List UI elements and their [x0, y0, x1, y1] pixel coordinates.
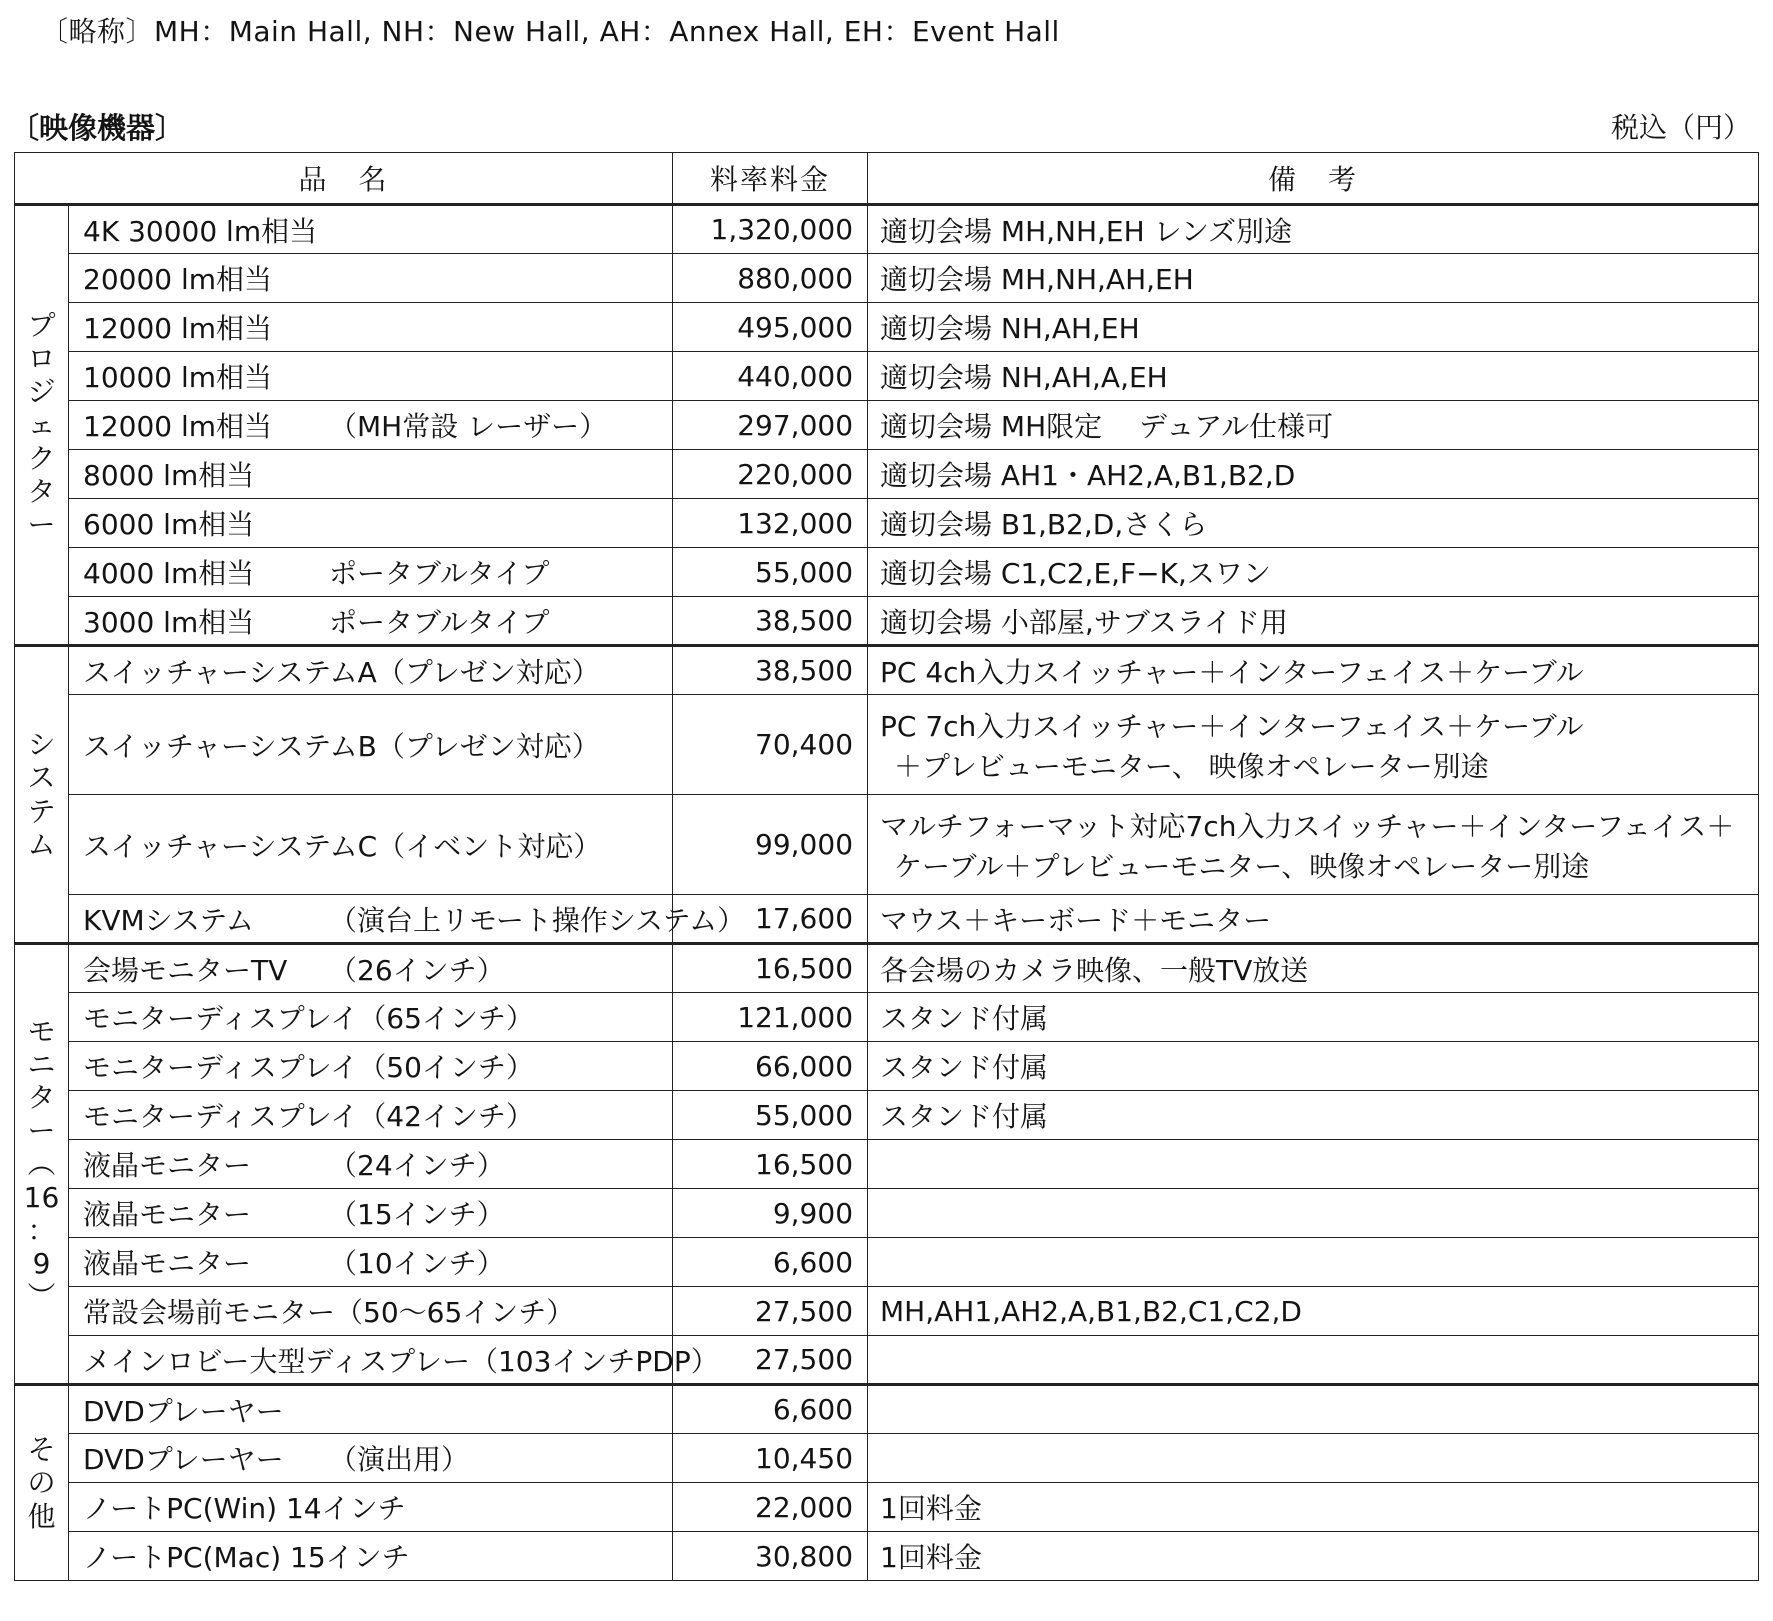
price-cell: 6,600 — [673, 1385, 868, 1434]
table-row — [15, 895, 1759, 944]
table-row — [15, 1189, 1759, 1238]
section-title: 〔映像機器〕 — [10, 111, 185, 145]
item-name: ノートPC(Mac) 15インチ — [83, 1541, 410, 1574]
category-char: の — [27, 1466, 56, 1500]
note-cell — [868, 401, 1759, 450]
item-name: 8000 lm相当 — [83, 459, 255, 492]
note-line: ケーブル＋プレビューモニター、映像オペレーター別途 — [894, 849, 1590, 883]
table-row — [15, 993, 1759, 1042]
item-spec: （65インチ） — [358, 1002, 534, 1035]
item-name: 常設会場前モニター — [83, 1296, 336, 1329]
category-char: 他 — [27, 1499, 56, 1533]
item-name: スイッチャーシステムB — [83, 729, 377, 763]
item-name-cell — [69, 548, 673, 597]
item-name: 4000 lm相当 — [83, 557, 255, 590]
item-name: 20000 lm相当 — [83, 263, 273, 296]
note-cell — [868, 646, 1759, 695]
item-name: 10000 lm相当 — [83, 361, 273, 394]
table-header-row — [15, 153, 1759, 205]
table-row — [15, 1238, 1759, 1287]
table-row — [15, 548, 1759, 597]
category-cell — [15, 944, 69, 1385]
category-char: ロ — [27, 342, 56, 376]
note-line: 適切会場 C1,C2,E,F−K,スワン — [880, 557, 1271, 590]
price-table — [14, 152, 1759, 1581]
item-spec: ポータブルタイプ — [329, 557, 550, 590]
item-name: メインロビー大型ディスプレー — [83, 1344, 470, 1378]
item-name-cell — [69, 944, 673, 993]
category-char: モ — [27, 1015, 56, 1049]
item-name-cell — [69, 499, 673, 548]
price-cell: 132,000 — [673, 499, 868, 548]
table-row — [15, 1532, 1759, 1581]
price-cell: 66,000 — [673, 1042, 868, 1091]
category-char: 16 — [23, 1180, 60, 1214]
note-line: 適切会場 MH,NH,EH レンズ別途 — [880, 214, 1293, 248]
note-cell — [868, 205, 1759, 254]
price-cell: 27,500 — [673, 1287, 868, 1336]
category-char: ︶ — [27, 1279, 56, 1313]
note-cell — [868, 895, 1759, 944]
item-spec: ポータブルタイプ — [329, 605, 550, 639]
category-char: ク — [27, 441, 56, 475]
table-row — [15, 1385, 1759, 1434]
note-cell — [868, 1483, 1759, 1532]
category-char: タ — [27, 474, 56, 508]
price-cell: 70,400 — [673, 695, 868, 795]
item-spec: （24インチ） — [329, 1149, 505, 1182]
item-name-cell — [69, 1532, 673, 1581]
table-row — [15, 1483, 1759, 1532]
note-line: 適切会場 MH,NH,AH,EH — [880, 263, 1194, 296]
price-cell: 9,900 — [673, 1189, 868, 1238]
note-cell — [868, 1336, 1759, 1385]
item-name: スイッチャーシステムC — [83, 829, 378, 863]
item-spec: （演出用） — [329, 1443, 470, 1476]
price-cell: 27,500 — [673, 1336, 868, 1385]
note-cell — [868, 795, 1759, 895]
note-line: 適切会場 MH限定 デュアル仕様可 — [880, 410, 1334, 443]
item-name-cell — [69, 1483, 673, 1532]
price-cell: 297,000 — [673, 401, 868, 450]
note-line: PC 7ch入力スイッチャー＋インターフェイス＋ケーブル — [880, 709, 1584, 743]
table-row — [15, 944, 1759, 993]
price-cell: 6,600 — [673, 1238, 868, 1287]
price-cell: 16,500 — [673, 944, 868, 993]
item-name: モニターディスプレイ — [83, 1051, 359, 1084]
header-note: 備 考 — [868, 153, 1759, 205]
item-name-cell — [69, 597, 673, 646]
table-row — [15, 795, 1759, 895]
item-name-cell — [69, 1091, 673, 1140]
table-row — [15, 450, 1759, 499]
note-cell — [868, 254, 1759, 303]
table-row — [15, 205, 1759, 254]
category-cell — [15, 646, 69, 944]
price-cell: 880,000 — [673, 254, 868, 303]
item-name-cell — [69, 401, 673, 450]
note-line: 1回料金 — [880, 1541, 982, 1574]
price-cell: 38,500 — [673, 597, 868, 646]
table-row — [15, 695, 1759, 795]
note-cell — [868, 1189, 1759, 1238]
item-name-cell — [69, 993, 673, 1042]
table-row — [15, 597, 1759, 646]
tax-note: 税込（円） — [1610, 111, 1751, 144]
note-line: PC 4ch入力スイッチャー＋インターフェイス＋ケーブル — [880, 655, 1584, 689]
table-row — [15, 254, 1759, 303]
table-row — [15, 352, 1759, 401]
table-row — [15, 1434, 1759, 1483]
note-line: 適切会場 B1,B2,D,さくら — [880, 508, 1208, 541]
header-item-name: 品 名 — [15, 153, 673, 205]
price-cell: 17,600 — [673, 895, 868, 944]
category-char: そ — [27, 1433, 56, 1467]
item-name-cell — [69, 254, 673, 303]
item-name: 液晶モニター — [83, 1149, 252, 1182]
item-name: KVMシステム — [83, 903, 254, 937]
note-line: スタンド付属 — [880, 1100, 1049, 1133]
note-cell — [868, 499, 1759, 548]
note-cell — [868, 548, 1759, 597]
item-name-cell — [69, 205, 673, 254]
item-spec: （50インチ） — [358, 1051, 534, 1084]
category-cell — [15, 1385, 69, 1581]
item-name: 12000 lm相当 — [83, 312, 273, 345]
note-cell — [868, 352, 1759, 401]
category-char: テ — [27, 794, 56, 828]
table-row — [15, 1336, 1759, 1385]
table-row — [15, 499, 1759, 548]
note-cell — [868, 1238, 1759, 1287]
category-char: ︵ — [27, 1147, 56, 1181]
item-spec: （42インチ） — [358, 1100, 534, 1133]
item-name-cell — [69, 303, 673, 352]
category-char: 9 — [32, 1246, 51, 1280]
category-char: ェ — [27, 408, 56, 442]
note-cell — [868, 1385, 1759, 1434]
item-name: 液晶モニター — [83, 1198, 252, 1231]
note-cell — [868, 450, 1759, 499]
note-cell — [868, 944, 1759, 993]
item-name-cell — [69, 450, 673, 499]
category-char: ス — [27, 761, 56, 795]
category-char: ニ — [27, 1048, 56, 1082]
price-cell: 440,000 — [673, 352, 868, 401]
category-char: ム — [27, 827, 56, 861]
price-cell: 99,000 — [673, 795, 868, 895]
note-cell — [868, 695, 1759, 795]
item-name-cell — [69, 1238, 673, 1287]
note-line: スタンド付属 — [880, 1002, 1049, 1035]
item-name: 12000 lm相当 — [83, 410, 273, 443]
item-name: 3000 lm相当 — [83, 605, 255, 639]
item-name: DVDプレーヤー — [83, 1443, 284, 1476]
item-name: モニターディスプレイ — [83, 1002, 359, 1035]
item-name: ノートPC(Win) 14インチ — [83, 1492, 406, 1525]
note-line: マルチフォーマット対応7ch入力スイッチャー＋インターフェイス＋ — [880, 809, 1735, 843]
note-cell — [868, 1091, 1759, 1140]
price-cell: 16,500 — [673, 1140, 868, 1189]
category-char: ： — [27, 1213, 56, 1247]
item-name-cell — [69, 1140, 673, 1189]
item-name-cell — [69, 695, 673, 795]
category-char: ジ — [27, 375, 56, 409]
price-cell: 495,000 — [673, 303, 868, 352]
item-name: 4K 30000 lm相当 — [83, 214, 318, 248]
item-spec: （イベント対応） — [377, 829, 602, 863]
item-name: 会場モニターTV — [83, 953, 288, 987]
note-line: 適切会場 NH,AH,A,EH — [880, 361, 1168, 394]
item-spec: （演台上リモート操作システム） — [329, 903, 746, 937]
price-cell: 22,000 — [673, 1483, 868, 1532]
category-char: ー — [27, 1114, 56, 1148]
item-name-cell — [69, 895, 746, 944]
item-name: モニターディスプレイ — [83, 1100, 359, 1133]
note-line: 適切会場 NH,AH,EH — [880, 312, 1140, 345]
item-name-cell — [69, 1042, 673, 1091]
item-spec: （26インチ） — [329, 953, 505, 987]
note-cell — [868, 1042, 1759, 1091]
price-cell: 38,500 — [673, 646, 868, 695]
table-row — [15, 1042, 1759, 1091]
note-cell — [868, 1434, 1759, 1483]
price-cell: 10,450 — [673, 1434, 868, 1483]
item-name-cell — [69, 1287, 673, 1336]
note-cell — [868, 303, 1759, 352]
note-line: ＋プレビューモニター、 映像オペレーター別途 — [894, 749, 1489, 783]
item-name: DVDプレーヤー — [83, 1394, 284, 1428]
table-body — [15, 205, 1759, 1581]
note-cell — [868, 597, 1759, 646]
item-name: 液晶モニター — [83, 1247, 252, 1280]
note-line: マウス＋キーボード＋モニター — [880, 903, 1272, 937]
item-name: スイッチャーシステムA — [83, 655, 377, 689]
category-cell — [15, 205, 69, 646]
price-cell: 55,000 — [673, 548, 868, 597]
table-row — [15, 401, 1759, 450]
category-char: タ — [27, 1081, 56, 1115]
price-cell: 55,000 — [673, 1091, 868, 1140]
table-row — [15, 1091, 1759, 1140]
note-line: スタンド付属 — [880, 1051, 1049, 1084]
price-cell: 121,000 — [673, 993, 868, 1042]
item-name-cell — [69, 1385, 673, 1434]
item-spec: （15インチ） — [329, 1198, 505, 1231]
category-char: ー — [27, 507, 56, 541]
category-char: シ — [27, 728, 56, 762]
item-spec: （103インチPDP） — [469, 1344, 719, 1378]
item-name: 6000 lm相当 — [83, 508, 255, 541]
item-spec: （プレゼン対応） — [376, 729, 600, 763]
note-cell — [868, 1532, 1759, 1581]
note-line: MH,AH1,AH2,A,B1,B2,C1,C2,D — [880, 1294, 1302, 1328]
price-cell: 1,320,000 — [673, 205, 868, 254]
abbreviation-legend: 〔略称〕MH：Main Hall, NH：New Hall, AH：Annex Hall, EH：Event Hall — [40, 15, 1060, 48]
note-line: 適切会場 AH1・AH2,A,B1,B2,D — [880, 459, 1296, 492]
table-row — [15, 646, 1759, 695]
header-price: 料率料金 — [673, 153, 868, 205]
item-spec: （50〜65インチ） — [335, 1296, 575, 1329]
note-line: 適切会場 小部屋,サブスライド用 — [880, 605, 1288, 639]
item-spec: （MH常設 レーザー） — [329, 410, 608, 443]
table-row — [15, 1140, 1759, 1189]
note-line: 各会場のカメラ映像、一般TV放送 — [880, 953, 1309, 987]
note-cell — [868, 1287, 1759, 1336]
note-cell — [868, 1140, 1759, 1189]
note-line: 1回料金 — [880, 1492, 982, 1525]
item-name-cell — [69, 1336, 719, 1385]
item-name-cell — [69, 646, 673, 695]
note-cell — [868, 993, 1759, 1042]
price-cell: 220,000 — [673, 450, 868, 499]
item-spec: （10インチ） — [329, 1247, 505, 1280]
item-name-cell — [69, 1189, 673, 1238]
item-spec: （プレゼン対応） — [376, 655, 600, 689]
item-name-cell — [69, 352, 673, 401]
item-name-cell — [69, 795, 673, 895]
table-row — [15, 1287, 1759, 1336]
price-cell: 30,800 — [673, 1532, 868, 1581]
category-char: プ — [27, 309, 56, 343]
item-name-cell — [69, 1434, 673, 1483]
table-row — [15, 303, 1759, 352]
